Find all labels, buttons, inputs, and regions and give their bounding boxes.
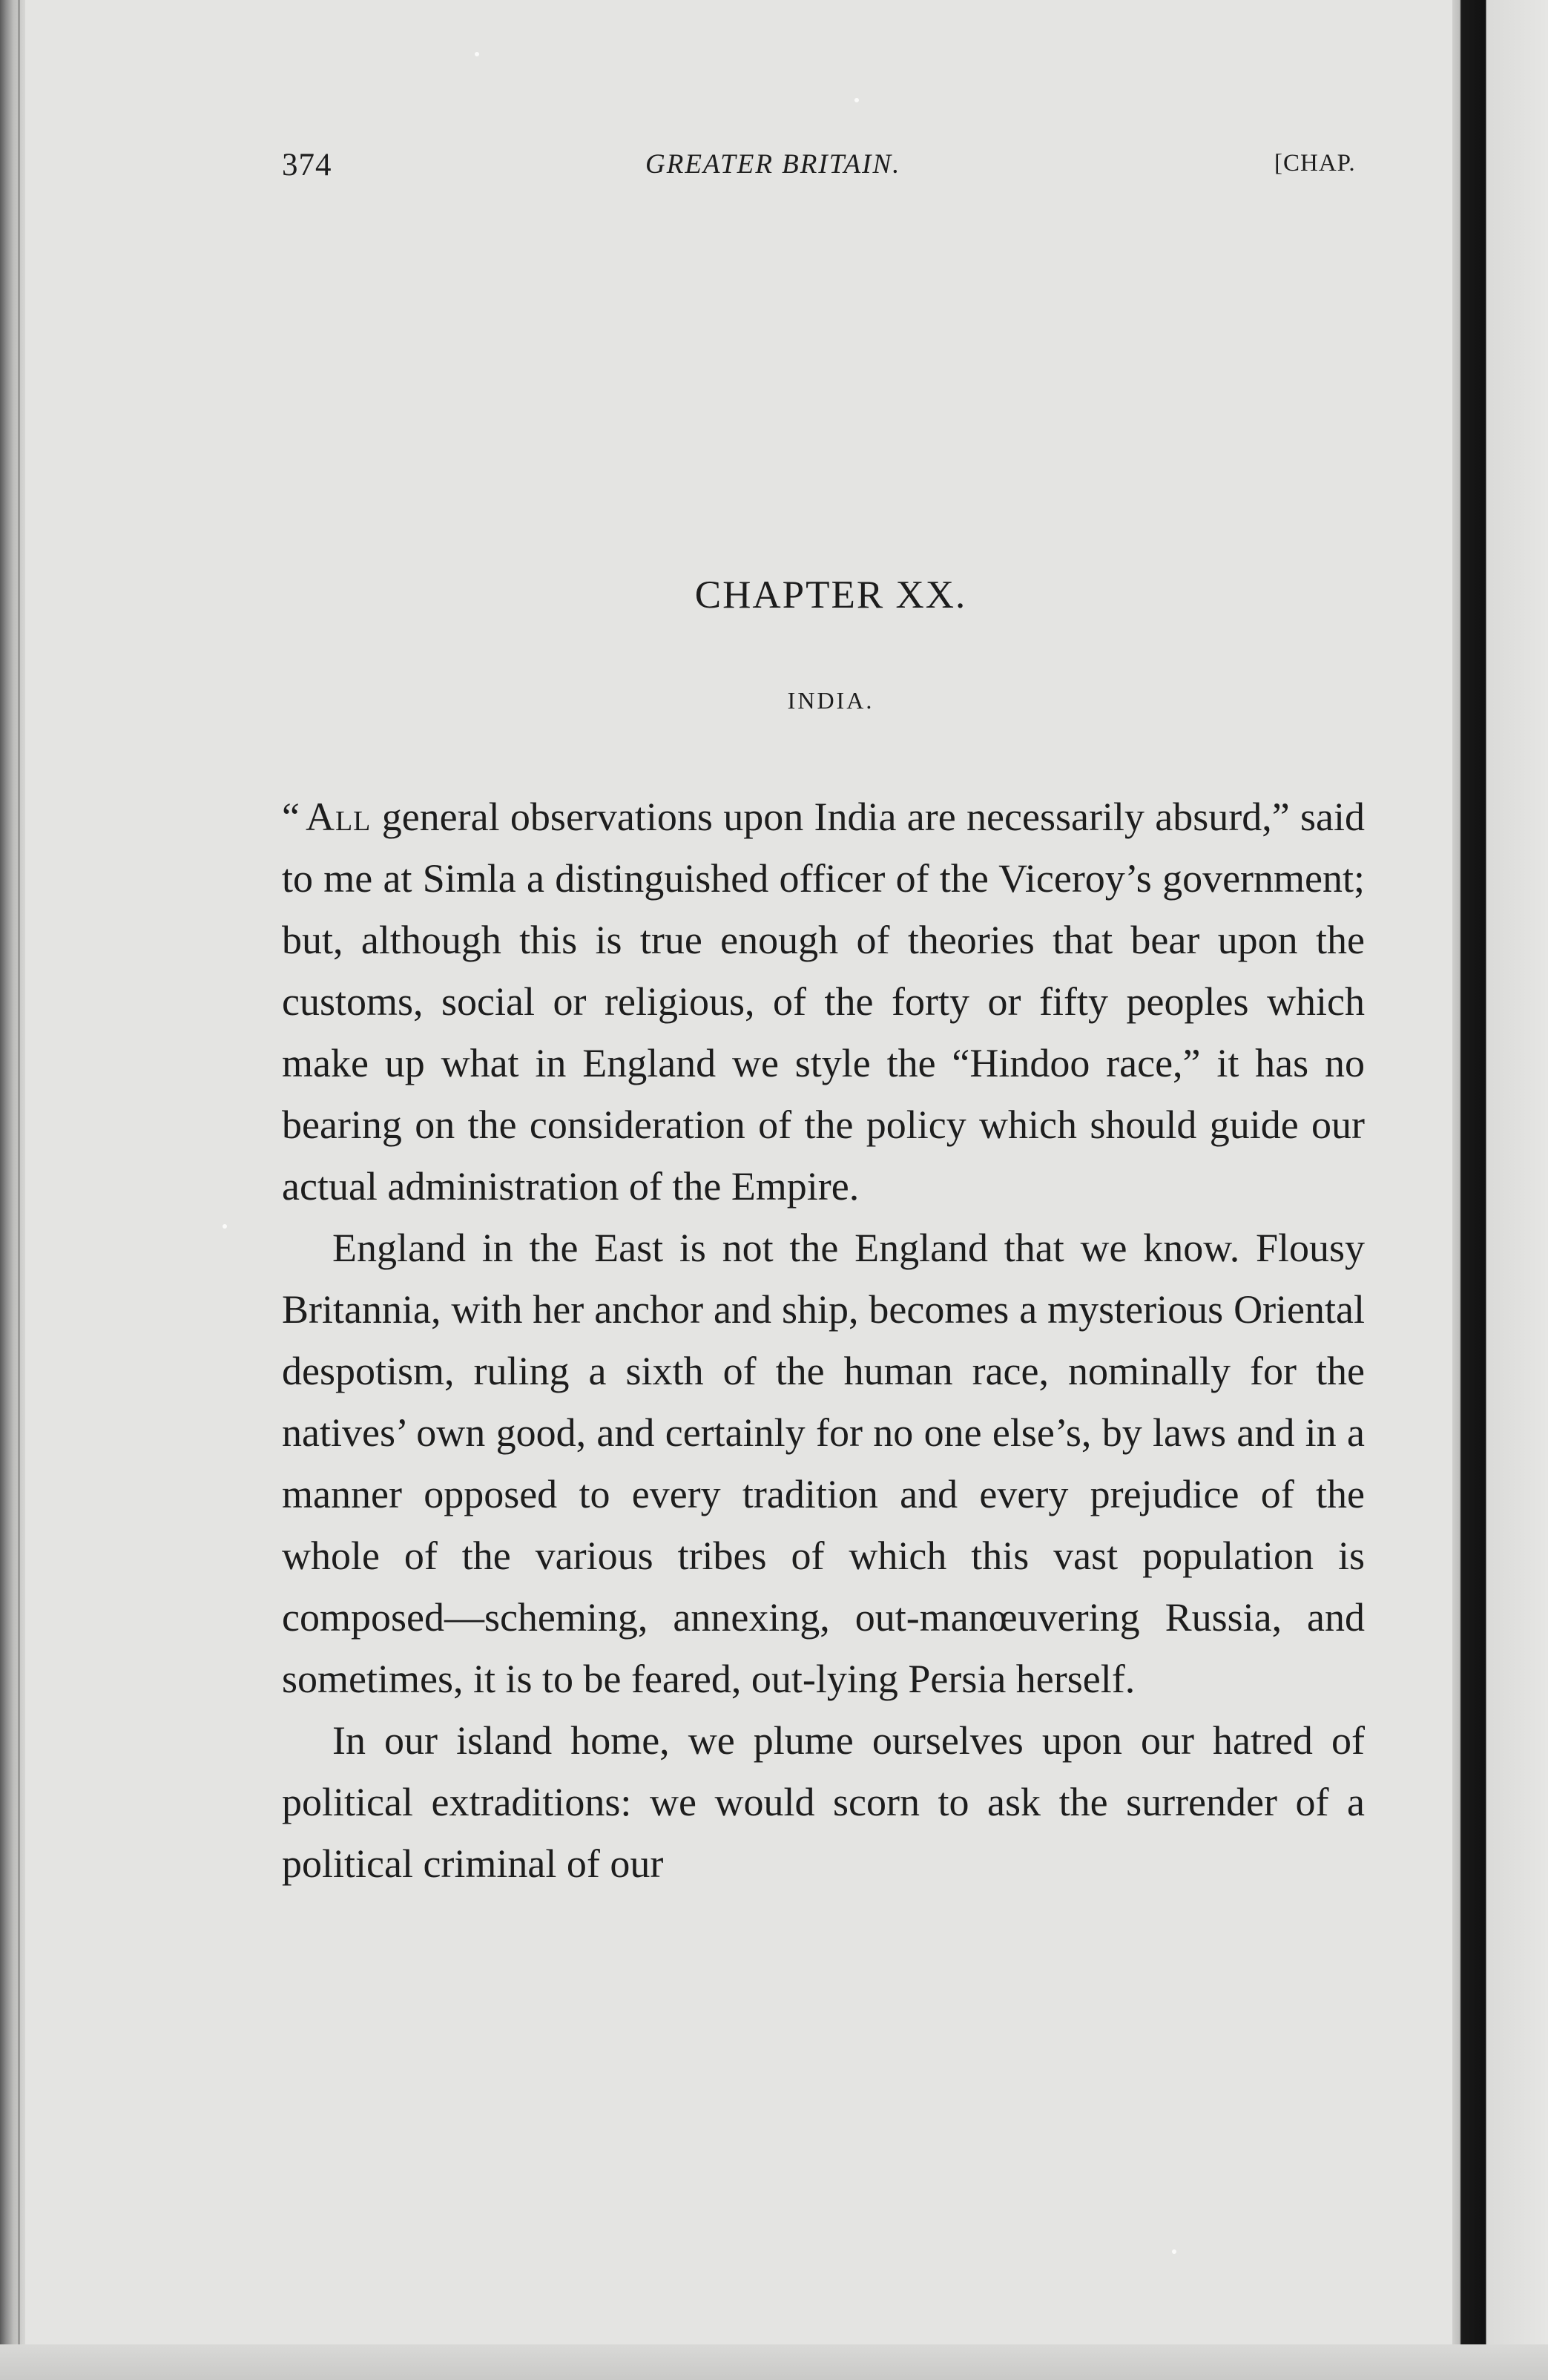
paragraph-3: In our island home, we plume ourselves upon our hatred of political extraditions: we would scorn to ask the surrender of a political criminal of our <box>282 1718 1365 1886</box>
chapter-title: CHAPTER XX. <box>694 573 967 617</box>
scan-speck <box>854 98 859 102</box>
paragraph-1 <box>282 786 1365 1217</box>
book-title: GREATER BRITAIN. <box>645 149 901 180</box>
binding-line-left <box>18 0 20 2380</box>
body-text <box>282 786 1365 1895</box>
binding-shadow-left <box>0 0 25 2380</box>
opening-quote: “ <box>282 795 300 839</box>
scan-speck <box>223 1224 227 1229</box>
page-bottom-edge <box>0 2344 1548 2380</box>
page-edge-right <box>1452 0 1548 2380</box>
paragraph-2: England in the East is not the England that we know. Flousy Britannia, with her anchor and ship, becomes a mysterious Oriental despotism, ruling a sixth of the human race, nominally for the natives’ own good, and certainly for no one else’s, by laws and in a manner opposed to every tradition and every prejudice of the whole of the various tribes of which this vast population is composed—scheming, annexing, out-manœuvering Russia, and sometimes, it is to be feared, out-lying Persia herself. <box>282 1226 1365 1701</box>
chapter-abbreviation: [CHAP. <box>1274 150 1356 177</box>
scan-speck <box>475 52 479 56</box>
scan-speck <box>1172 2249 1176 2254</box>
page-number: 374 <box>282 148 332 183</box>
first-word: All <box>305 795 372 839</box>
chapter-subject: INDIA. <box>787 687 875 714</box>
running-head <box>282 147 1380 199</box>
paragraph-1-text: general observations upon India are necessarily absurd,” said to me at Simla a distinguished officer of the Viceroy’s government; but, although this is true enough of theories that bear upon the customs, social or religious, of the forty or fifty peoples which make up what in England we style the “Hindoo race,” it has no bearing on the consideration of the policy which should guide our actual administration of the Empire. <box>282 795 1365 1209</box>
